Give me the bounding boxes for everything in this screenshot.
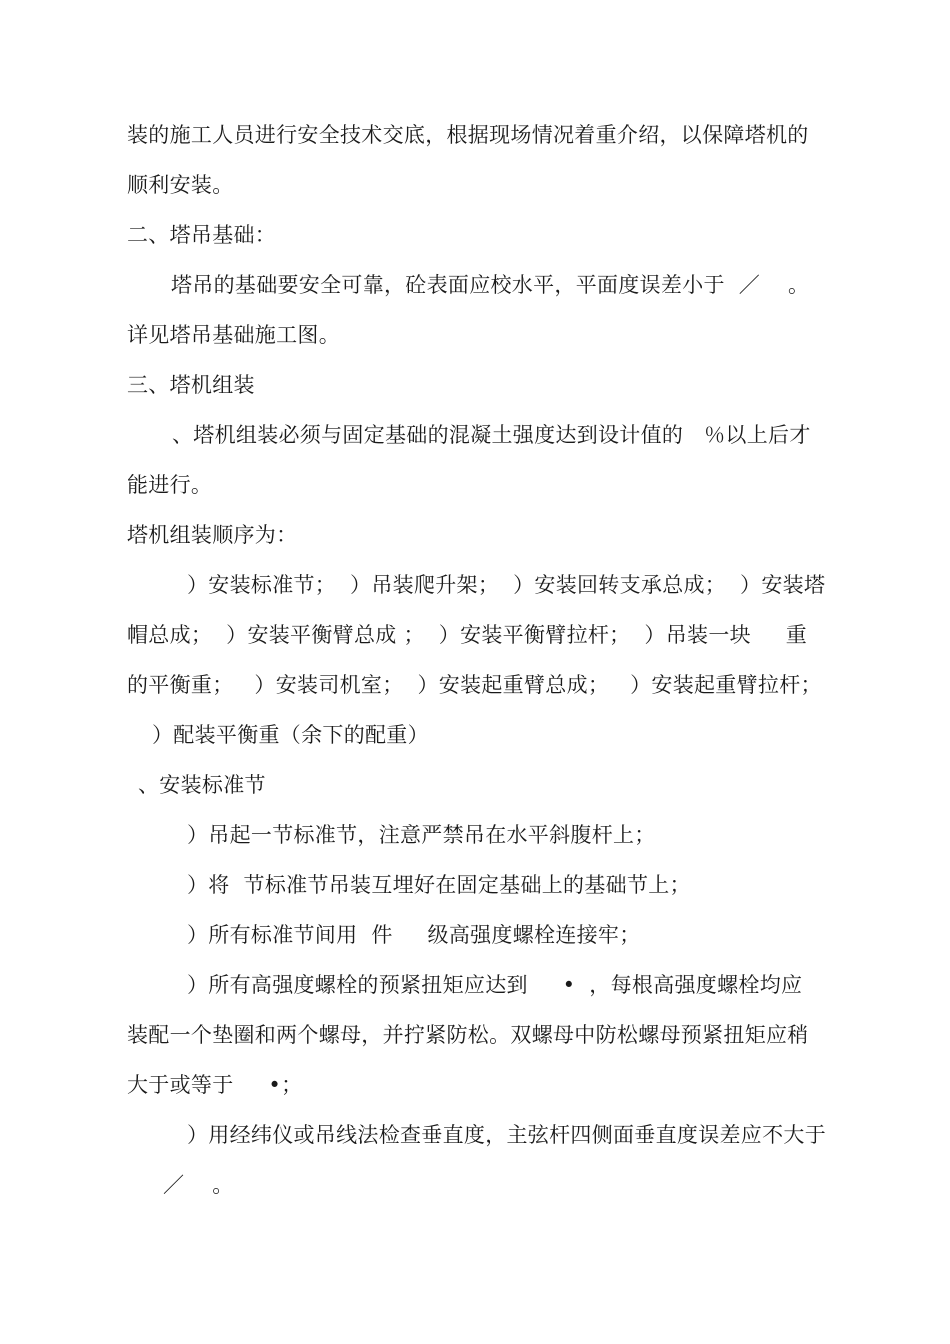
text-line: 能进行。 [127,473,213,497]
text-line: 塔机组装顺序为： [127,523,298,547]
text-line: 详见塔吊基础施工图。 [127,323,340,347]
section-heading: 、安装标准节 [138,773,266,797]
text-line: ）配装平衡重（余下的配重） [152,723,429,747]
text-line: ）用经纬仪或吊线法检查垂直度，主弦杆四侧面垂直度误差应不大于 [187,1123,826,1147]
text-line: ／ 。 [163,1173,234,1197]
text-line: 帽总成； ）安装平衡臂总成 ； ）安装平衡臂拉杆； ）吊装一块 重 [127,623,808,647]
text-line: ）安装标准节； ）吊装爬升架； ）安装回转支承总成； ）安装塔 [187,573,826,597]
section-heading: 二、塔吊基础： [127,223,277,247]
text-line: 装配一个垫圈和两个螺母，并拧紧防松。双螺母中防松螺母预紧扭矩应稍 [127,1023,809,1047]
text-line: ）将 节标准节吊装互埋好在固定基础上的基础节上； [187,873,691,897]
section-heading: 三、塔机组装 [127,373,255,397]
text-line: 大于或等于 •； [127,1073,303,1097]
text-line: 的平衡重； ）安装司机室； ）安装起重臂总成； ）安装起重臂拉杆； [127,673,822,697]
text-line: 装的施工人员进行安全技术交底，根据现场情况着重介绍，以保障塔机的 [127,123,809,147]
text-line: 顺利安装。 [127,173,234,197]
text-line: ）所有标准节间用 件 级高强度螺栓连接牢； [187,923,641,947]
text-line: 、塔机组装必须与固定基础的混凝土强度达到设计值的 ％以上后才 [172,423,811,447]
text-line: ）所有高强度螺栓的预紧扭矩应达到 • ，每根高强度螺栓均应 [187,973,803,997]
text-line: 塔吊的基础要安全可靠，砼表面应校水平，平面度误差小于 ／ 。 [171,273,810,297]
text-line: ）吊起一节标准节，注意严禁吊在水平斜腹杆上； [187,823,656,847]
